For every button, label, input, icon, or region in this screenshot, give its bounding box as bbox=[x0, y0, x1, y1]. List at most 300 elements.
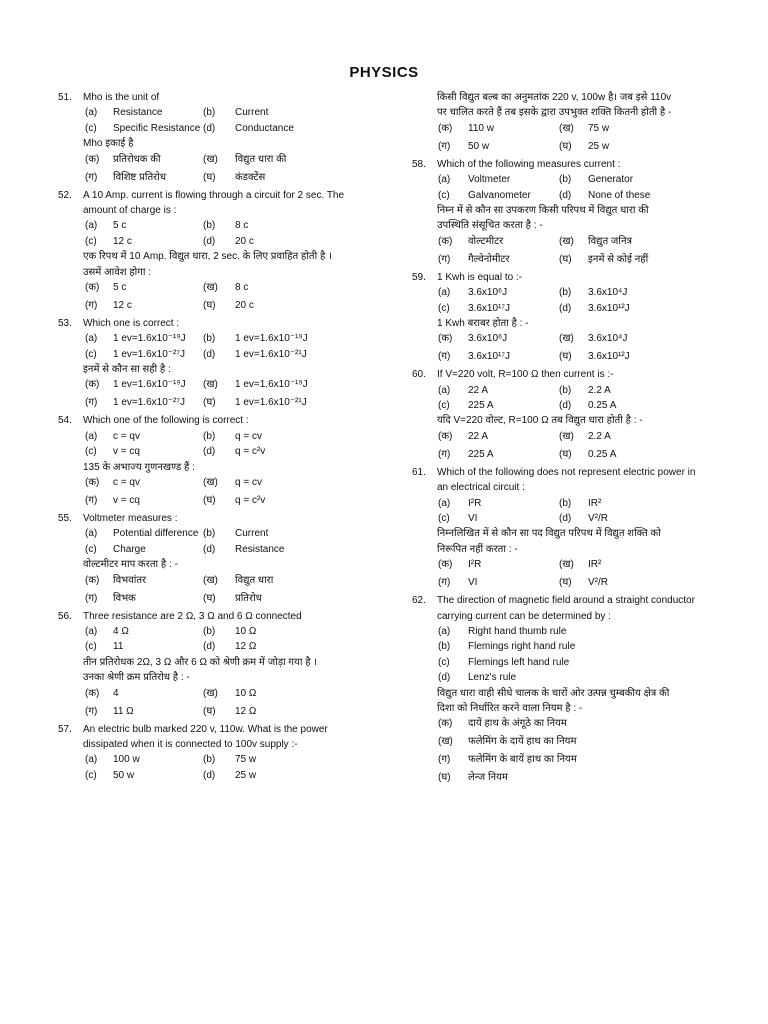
option-label: (c) bbox=[438, 189, 450, 201]
question-number: 53. bbox=[58, 317, 72, 329]
option-row bbox=[58, 575, 408, 593]
option-label: (घ) bbox=[559, 577, 572, 589]
option-label: (a) bbox=[438, 174, 451, 186]
option-label: (b) bbox=[203, 430, 216, 442]
option-row bbox=[412, 641, 732, 656]
option-text: प्रतिरोध bbox=[235, 592, 262, 604]
question-text: निम्न में से कौन सा उपकरण किसी परिपथ में विद्युत धारा की bbox=[437, 204, 649, 216]
option-text: 225 A bbox=[468, 448, 494, 460]
option-text: 100 w bbox=[113, 754, 140, 766]
option-text: 3.6x10⁶J bbox=[468, 287, 508, 299]
question-text: an electrical circuit : bbox=[437, 482, 525, 494]
option-text: विशिष्ट प्रतिरोध bbox=[113, 171, 166, 183]
option-text: कंडक्टेंस bbox=[235, 171, 266, 183]
option-text: c = qv bbox=[113, 477, 140, 489]
option-text: I²R bbox=[468, 559, 482, 571]
option-text: 22 A bbox=[468, 384, 489, 396]
option-text: विद्युत जनित्र bbox=[588, 235, 633, 247]
text-line bbox=[412, 205, 732, 220]
option-text: 3.6x10¹⁷J bbox=[468, 302, 510, 314]
option-text: Specific Resistance bbox=[113, 122, 201, 134]
option-label: (c) bbox=[85, 543, 97, 555]
text-line bbox=[412, 688, 732, 703]
question-number: 59. bbox=[412, 271, 426, 283]
text-line bbox=[412, 318, 732, 333]
option-label: (घ) bbox=[559, 448, 572, 460]
option-row bbox=[58, 379, 408, 397]
question-text: dissipated when it is connected to 100v supply :- bbox=[83, 738, 298, 750]
option-text: Right hand thumb rule bbox=[468, 625, 567, 637]
option-text: 20 c bbox=[235, 299, 254, 311]
option-label: (b) bbox=[559, 174, 572, 186]
option-row bbox=[58, 754, 408, 769]
question-text: Voltmeter measures : bbox=[83, 513, 178, 525]
option-label: (ख) bbox=[203, 574, 218, 586]
option-row bbox=[412, 772, 732, 790]
question-line bbox=[58, 724, 408, 739]
option-text: 25 w bbox=[588, 140, 610, 152]
option-text: Current bbox=[235, 107, 269, 119]
option-row bbox=[58, 641, 408, 656]
option-label: (ग) bbox=[85, 495, 98, 507]
option-label: (घ) bbox=[203, 299, 216, 311]
question-number: 56. bbox=[58, 610, 72, 622]
option-row bbox=[58, 770, 408, 785]
option-label: (b) bbox=[203, 333, 216, 345]
option-text: Flemings right hand rule bbox=[468, 641, 576, 653]
option-text: 3.6x10⁴J bbox=[588, 333, 628, 345]
option-row bbox=[58, 706, 408, 724]
option-label: (क) bbox=[85, 379, 100, 391]
option-label: (घ) bbox=[203, 705, 216, 717]
option-text: V²/R bbox=[588, 513, 608, 525]
option-text: 1 ev=1.6x10⁻¹⁹J bbox=[235, 379, 308, 391]
option-row bbox=[412, 174, 732, 189]
option-text: 5 c bbox=[113, 220, 127, 232]
option-label: (a) bbox=[85, 107, 98, 119]
option-text: 50 w bbox=[468, 140, 490, 152]
option-label: (घ) bbox=[559, 140, 572, 152]
option-text: विभवांतर bbox=[113, 574, 147, 586]
option-label: (b) bbox=[203, 220, 216, 232]
option-text: 2.2 A bbox=[588, 384, 611, 396]
text-line bbox=[412, 415, 732, 430]
option-label: (क) bbox=[438, 430, 453, 442]
option-label: (क) bbox=[438, 559, 453, 571]
option-text: 5 c bbox=[113, 281, 127, 293]
option-label: (b) bbox=[203, 107, 216, 119]
option-label: (d) bbox=[203, 348, 216, 360]
option-label: (क) bbox=[438, 235, 453, 247]
question-text: Which one of the following is correct : bbox=[83, 415, 249, 427]
text-line bbox=[412, 544, 732, 559]
option-label: (ख) bbox=[559, 122, 574, 134]
option-text: q = cv bbox=[235, 477, 262, 489]
option-label: (d) bbox=[559, 302, 572, 314]
option-text: Resistance bbox=[113, 107, 163, 119]
option-label: (क) bbox=[438, 122, 453, 134]
option-row bbox=[412, 657, 732, 672]
question-text: A 10 Amp. current is flowing through a circuit for 2 sec. The bbox=[83, 189, 345, 201]
question-text: amount of charge is : bbox=[83, 204, 177, 216]
question-number: 60. bbox=[412, 369, 426, 381]
option-row bbox=[412, 190, 732, 205]
option-label: (c) bbox=[438, 656, 450, 668]
question-line bbox=[412, 369, 732, 384]
question-text: An electric bulb marked 220 v, 110w. What is the power bbox=[83, 723, 328, 735]
text-line bbox=[412, 107, 732, 122]
option-label: (c) bbox=[85, 348, 97, 360]
option-text: 12 c bbox=[113, 235, 132, 247]
option-row bbox=[58, 220, 408, 235]
question-number: 52. bbox=[58, 189, 72, 201]
option-text: 110 w bbox=[468, 122, 494, 134]
option-row bbox=[58, 397, 408, 415]
text-line bbox=[58, 267, 408, 282]
option-label: (घ) bbox=[203, 495, 216, 507]
option-text: 4 Ω bbox=[113, 625, 129, 637]
option-row bbox=[412, 736, 732, 754]
option-text: 1 ev=1.6x10⁻²¹J bbox=[235, 397, 307, 409]
option-text: IR² bbox=[588, 497, 602, 509]
option-text: c = qv bbox=[113, 430, 140, 442]
question-number: 62. bbox=[412, 595, 426, 607]
option-label: (c) bbox=[85, 235, 97, 247]
option-row bbox=[58, 593, 408, 611]
option-row bbox=[58, 349, 408, 364]
option-row bbox=[412, 333, 732, 351]
text-line bbox=[58, 672, 408, 687]
option-row bbox=[412, 498, 732, 513]
option-label: (ख) bbox=[559, 430, 574, 442]
option-label: (b) bbox=[203, 625, 216, 637]
option-label: (ख) bbox=[203, 687, 218, 699]
option-label: (c) bbox=[85, 769, 97, 781]
option-row bbox=[58, 123, 408, 138]
option-text: लेन्ज नियम bbox=[468, 772, 508, 784]
option-row bbox=[58, 495, 408, 513]
option-text: 22 A bbox=[468, 430, 489, 442]
option-text: 225 A bbox=[468, 400, 494, 412]
text-line bbox=[412, 220, 732, 235]
text-line bbox=[412, 611, 732, 626]
question-number: 51. bbox=[58, 92, 72, 103]
option-row bbox=[58, 172, 408, 190]
option-text: 12 Ω bbox=[235, 641, 257, 653]
option-row bbox=[412, 754, 732, 772]
option-row bbox=[58, 626, 408, 641]
option-label: (ख) bbox=[559, 559, 574, 571]
option-text: 4 bbox=[113, 687, 119, 699]
option-row bbox=[412, 236, 732, 254]
option-label: (क) bbox=[85, 477, 100, 489]
question-text: Mho इकाई है bbox=[83, 138, 134, 150]
option-label: (b) bbox=[203, 528, 216, 540]
option-label: (a) bbox=[85, 625, 98, 637]
option-text: None of these bbox=[588, 189, 651, 201]
question-line bbox=[412, 467, 732, 482]
option-label: (घ) bbox=[203, 397, 216, 409]
option-label: (क) bbox=[85, 574, 100, 586]
option-label: (ग) bbox=[438, 577, 451, 589]
option-row bbox=[412, 513, 732, 528]
option-text: 11 Ω bbox=[113, 705, 134, 717]
question-text: एक रिपथ में 10 Amp. विद्युत धारा, 2 sec. के लिए प्रवाहित होती है । bbox=[83, 251, 332, 263]
question-line bbox=[412, 272, 732, 287]
option-label: (c) bbox=[85, 641, 97, 653]
option-text: 3.6x10¹²J bbox=[588, 351, 630, 363]
option-label: (ख) bbox=[559, 333, 574, 345]
option-row bbox=[58, 688, 408, 706]
question-text: निरूपित नहीं करता : - bbox=[437, 543, 518, 555]
option-label: (d) bbox=[203, 446, 216, 458]
option-text: 3.6x10⁶J bbox=[468, 333, 508, 345]
option-label: (घ) bbox=[438, 772, 451, 784]
option-label: (ग) bbox=[85, 592, 98, 604]
option-text: Voltmeter bbox=[468, 174, 511, 186]
option-label: (ग) bbox=[85, 705, 98, 717]
option-text: 50 w bbox=[113, 769, 135, 781]
question-line bbox=[58, 415, 408, 430]
option-row bbox=[412, 141, 732, 159]
option-label: (d) bbox=[559, 513, 572, 525]
question-number: 61. bbox=[412, 466, 426, 478]
option-row bbox=[412, 559, 732, 577]
option-label: (क) bbox=[438, 333, 453, 345]
option-label: (a) bbox=[85, 333, 98, 345]
question-number: 57. bbox=[58, 723, 72, 735]
option-text: VI bbox=[468, 577, 478, 589]
option-label: (d) bbox=[203, 543, 216, 555]
text-line bbox=[412, 482, 732, 497]
option-row bbox=[412, 254, 732, 272]
option-text: Lenz's rule bbox=[468, 672, 517, 684]
option-row bbox=[412, 626, 732, 641]
option-text: 3.6x10¹²J bbox=[588, 302, 630, 314]
question-text: दिशा को निर्धारित करने वाला नियम है : - bbox=[437, 702, 583, 714]
option-text: वोल्टमीटर bbox=[468, 235, 504, 247]
question-number: 54. bbox=[58, 415, 72, 427]
question-text: विद्युत धारा वाही सीधे चालक के चारों ओर उत्पन्न चुम्बकीय क्षेत्र की bbox=[437, 687, 670, 699]
question-text: वोल्टमीटर माप करता है : - bbox=[83, 559, 178, 571]
option-label: (ख) bbox=[203, 281, 218, 293]
option-text: 3.6x10¹⁷J bbox=[468, 351, 510, 363]
option-label: (ग) bbox=[438, 140, 451, 152]
question-text: If V=220 volt, R=100 Ω then current is :- bbox=[437, 369, 614, 381]
option-text: 10 Ω bbox=[235, 687, 257, 699]
text-line bbox=[58, 205, 408, 220]
option-row bbox=[412, 303, 732, 318]
option-row bbox=[58, 544, 408, 559]
option-text: 10 Ω bbox=[235, 625, 257, 637]
option-label: (ग) bbox=[438, 253, 451, 265]
option-text: 11 bbox=[113, 641, 124, 653]
option-label: (ख) bbox=[203, 153, 218, 165]
question-text: Which of the following does not represent electric power in bbox=[437, 466, 696, 478]
option-label: (c) bbox=[85, 122, 97, 134]
option-label: (c) bbox=[438, 302, 450, 314]
option-text: 75 w bbox=[588, 122, 610, 134]
option-label: (a) bbox=[438, 497, 451, 509]
option-text: 3.6x10⁴J bbox=[588, 287, 628, 299]
option-text: Galvanometer bbox=[468, 189, 531, 201]
option-label: (c) bbox=[438, 400, 450, 412]
option-label: (c) bbox=[85, 446, 97, 458]
question-text: carrying current can be determined by : bbox=[437, 610, 611, 622]
option-label: (घ) bbox=[559, 351, 572, 363]
option-label: (a) bbox=[85, 220, 98, 232]
option-row bbox=[412, 718, 732, 736]
option-label: (b) bbox=[559, 497, 572, 509]
option-label: (ख) bbox=[203, 477, 218, 489]
option-row bbox=[58, 333, 408, 348]
option-label: (ग) bbox=[85, 171, 98, 183]
question-line bbox=[58, 190, 408, 205]
option-text: 12 c bbox=[113, 299, 132, 311]
option-label: (b) bbox=[203, 754, 216, 766]
option-label: (d) bbox=[203, 769, 216, 781]
option-label: (घ) bbox=[203, 592, 216, 604]
text-line bbox=[58, 739, 408, 754]
question-line bbox=[58, 92, 408, 107]
question-text: Mho is the unit of bbox=[83, 92, 160, 103]
option-text: इनमें से कोई नहीं bbox=[588, 253, 649, 265]
option-text: Potential difference bbox=[113, 528, 199, 540]
question-text: तीन प्रतिरोधक 2Ω, 3 Ω और 6 Ω को श्रेणी क्रम में जोड़ा गया है । bbox=[83, 656, 318, 668]
option-text: 1 ev=1.6x10⁻¹⁹J bbox=[113, 333, 186, 345]
option-label: (d) bbox=[203, 641, 216, 653]
question-text: Which of the following measures current : bbox=[437, 158, 621, 170]
option-text: Charge bbox=[113, 543, 146, 555]
option-label: (b) bbox=[559, 287, 572, 299]
right-column bbox=[412, 92, 732, 790]
question-text: Which one is correct : bbox=[83, 317, 180, 329]
question-line bbox=[58, 513, 408, 528]
option-text: v = cq bbox=[113, 446, 140, 458]
option-row bbox=[58, 477, 408, 495]
option-row bbox=[58, 154, 408, 172]
option-row bbox=[58, 431, 408, 446]
option-label: (a) bbox=[85, 430, 98, 442]
option-text: 0.25 A bbox=[588, 448, 617, 460]
question-text: पर चालित करते हैं तब इसके द्वारा उपभुक्त शक्ति कितनी होती है - bbox=[437, 107, 672, 119]
option-label: (ग) bbox=[438, 448, 451, 460]
option-label: (ख) bbox=[559, 235, 574, 247]
option-text: विद्युत धारा bbox=[235, 574, 274, 586]
option-row bbox=[412, 577, 732, 595]
option-label: (क) bbox=[85, 687, 100, 699]
option-text: 1 ev=1.6x10⁻²¹J bbox=[235, 348, 307, 360]
question-text: 1 Kwh बराबर होता है : - bbox=[437, 317, 529, 329]
left-column bbox=[58, 92, 408, 785]
question-text: 135 के अभाज्य गुणनखण्ड हैं : bbox=[83, 461, 195, 473]
option-row bbox=[412, 385, 732, 400]
option-label: (ग) bbox=[85, 299, 98, 311]
option-label: (क) bbox=[85, 281, 100, 293]
question-text: The direction of magnetic field around a straight conductor bbox=[437, 595, 695, 607]
option-row bbox=[58, 282, 408, 300]
option-text: 75 w bbox=[235, 754, 257, 766]
option-row bbox=[412, 123, 732, 141]
option-text: q = cv bbox=[235, 430, 262, 442]
text-line bbox=[58, 251, 408, 266]
option-row bbox=[58, 107, 408, 122]
question-text: उपस्थिति संसूचित करता है : - bbox=[437, 220, 543, 232]
option-text: Resistance bbox=[235, 543, 285, 555]
option-text: Current bbox=[235, 528, 269, 540]
option-label: (b) bbox=[438, 641, 451, 653]
question-text: निम्नलिखित में से कौन सा पद विद्युत परिपथ में विद्युत शक्ति को bbox=[437, 528, 661, 540]
option-text: दायें हाथ के अंगूठे का नियम bbox=[468, 718, 567, 730]
option-text: 20 c bbox=[235, 235, 254, 247]
question-text: Three resistance are 2 Ω, 3 Ω and 6 Ω connected bbox=[83, 610, 302, 622]
option-text: 0.25 A bbox=[588, 400, 617, 412]
option-label: (घ) bbox=[559, 253, 572, 265]
option-text: VI bbox=[468, 513, 478, 525]
question-text: किसी विद्युत बल्ब का अनुमतांक 220 v, 100w है। जब इसे 110v bbox=[437, 92, 672, 103]
option-label: (ग) bbox=[85, 397, 98, 409]
option-text: Generator bbox=[588, 174, 634, 186]
option-text: फलेमिंग के बायें हाथ का नियम bbox=[468, 754, 577, 766]
option-label: (d) bbox=[559, 400, 572, 412]
option-label: (a) bbox=[85, 528, 98, 540]
option-text: 25 w bbox=[235, 769, 257, 781]
option-text: फलेमिंग के दायें हाथ का नियम bbox=[468, 736, 577, 748]
option-text: 2.2 A bbox=[588, 430, 611, 442]
option-label: (d) bbox=[203, 235, 216, 247]
option-label: (a) bbox=[438, 287, 451, 299]
option-text: 12 Ω bbox=[235, 705, 257, 717]
option-row bbox=[58, 446, 408, 461]
text-line bbox=[58, 138, 408, 153]
option-row bbox=[412, 431, 732, 449]
option-text: 1 ev=1.6x10⁻¹⁹J bbox=[235, 333, 308, 345]
option-label: (d) bbox=[559, 189, 572, 201]
option-label: (d) bbox=[438, 672, 451, 684]
question-number: 58. bbox=[412, 158, 426, 170]
option-label: (घ) bbox=[203, 171, 216, 183]
page-title: PHYSICS bbox=[349, 64, 419, 81]
option-label: (b) bbox=[559, 384, 572, 396]
option-label: (a) bbox=[85, 754, 98, 766]
option-row bbox=[412, 672, 732, 687]
option-text: q = c²v bbox=[235, 495, 266, 507]
option-text: I²R bbox=[468, 497, 482, 509]
question-line bbox=[412, 159, 732, 174]
option-text: गैल्वेनोमीटर bbox=[468, 253, 510, 265]
option-row bbox=[412, 287, 732, 302]
option-text: IR² bbox=[588, 559, 602, 571]
question-text: उनका श्रेणी क्रम प्रतिरोध है : - bbox=[83, 672, 190, 684]
option-label: (ख) bbox=[203, 379, 218, 391]
option-label: (ख) bbox=[438, 736, 453, 748]
question-number: 55. bbox=[58, 513, 72, 525]
text-line bbox=[58, 364, 408, 379]
text-line bbox=[412, 703, 732, 718]
option-text: q = c²v bbox=[235, 446, 266, 458]
option-text: V²/R bbox=[588, 577, 608, 589]
option-row bbox=[412, 449, 732, 467]
question-text: उसमें आवेश होगा : bbox=[83, 266, 152, 278]
option-label: (a) bbox=[438, 384, 451, 396]
option-row bbox=[58, 300, 408, 318]
option-text: 1 ev=1.6x10⁻²⁷J bbox=[113, 397, 185, 409]
option-label: (ग) bbox=[438, 754, 451, 766]
option-label: (ग) bbox=[438, 351, 451, 363]
option-row bbox=[58, 236, 408, 251]
option-text: Conductance bbox=[235, 122, 294, 134]
option-text: विद्युत धारा की bbox=[235, 153, 287, 165]
